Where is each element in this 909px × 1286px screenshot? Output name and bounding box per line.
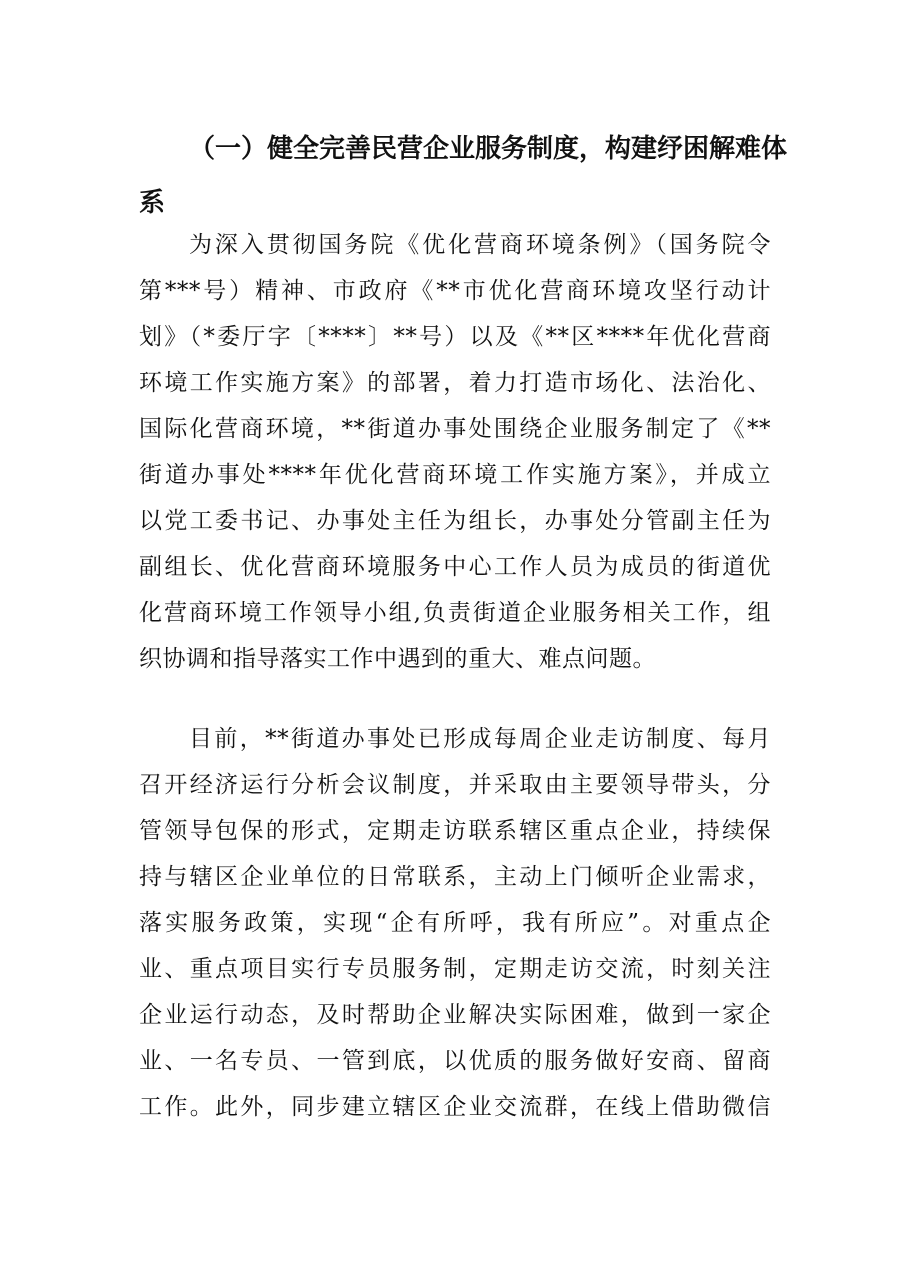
paragraph-line: 工作。此外，同步建立辖区企业交流群，在线上借助微信 bbox=[139, 1094, 771, 1120]
paragraph-line: 管领导包保的形式，定期走访联系辖区重点企业，持续保 bbox=[139, 818, 771, 844]
section-heading bbox=[139, 122, 788, 230]
paragraph-line: 第***号）精神、市政府《**市优化营商环境攻坚行动计 bbox=[139, 278, 771, 304]
paragraph-2 bbox=[139, 716, 771, 1130]
paragraph-line: 业、一名专员、一管到底，以优质的服务做好安商、留商 bbox=[139, 1048, 771, 1074]
paragraph-line: 业、重点项目实行专员服务制，定期走访交流，时刻关注 bbox=[139, 956, 771, 982]
section-heading-line-1: （一）健全完善民营企业服务制度，构建纾困解难体 bbox=[189, 134, 788, 164]
paragraph-line: 划》（*委厅字〔****〕**号）以及《**区****年优化营商 bbox=[139, 324, 771, 350]
paragraph-line: 目前，**街道办事处已形成每周企业走访制度、每月 bbox=[189, 726, 771, 752]
paragraph-line: 为深入贯彻国务院《优化营商环境条例》（国务院令 bbox=[189, 232, 771, 258]
paragraph-1 bbox=[139, 222, 771, 682]
paragraph-line: 召开经济运行分析会议制度，并采取由主要领导带头，分 bbox=[139, 772, 771, 798]
paragraph-line: 持与辖区企业单位的日常联系，主动上门倾听企业需求， bbox=[139, 864, 771, 890]
section-heading-line-2: 系 bbox=[139, 188, 166, 218]
paragraph-line: 织协调和指导落实工作中遇到的重大、难点问题。 bbox=[139, 646, 656, 672]
paragraph-line: 落实服务政策，实现“企有所呼，我有所应”。对重点企 bbox=[139, 910, 771, 936]
paragraph-line: 企业运行动态，及时帮助企业解决实际困难，做到一家企 bbox=[139, 1002, 771, 1028]
paragraph-line: 副组长、优化营商环境服务中心工作人员为成员的街道优 bbox=[139, 554, 771, 580]
paragraph-line: 化营商环境工作领导小组,负责街道企业服务相关工作，组 bbox=[139, 600, 771, 626]
paragraph-line: 环境工作实施方案》的部署，着力打造市场化、法治化、 bbox=[139, 370, 771, 396]
paragraph-line: 国际化营商环境，**街道办事处围绕企业服务制定了《** bbox=[139, 416, 771, 442]
paragraph-line: 街道办事处****年优化营商环境工作实施方案》，并成立 bbox=[139, 462, 771, 488]
paragraph-line: 以党工委书记、办事处主任为组长，办事处分管副主任为 bbox=[139, 508, 771, 534]
